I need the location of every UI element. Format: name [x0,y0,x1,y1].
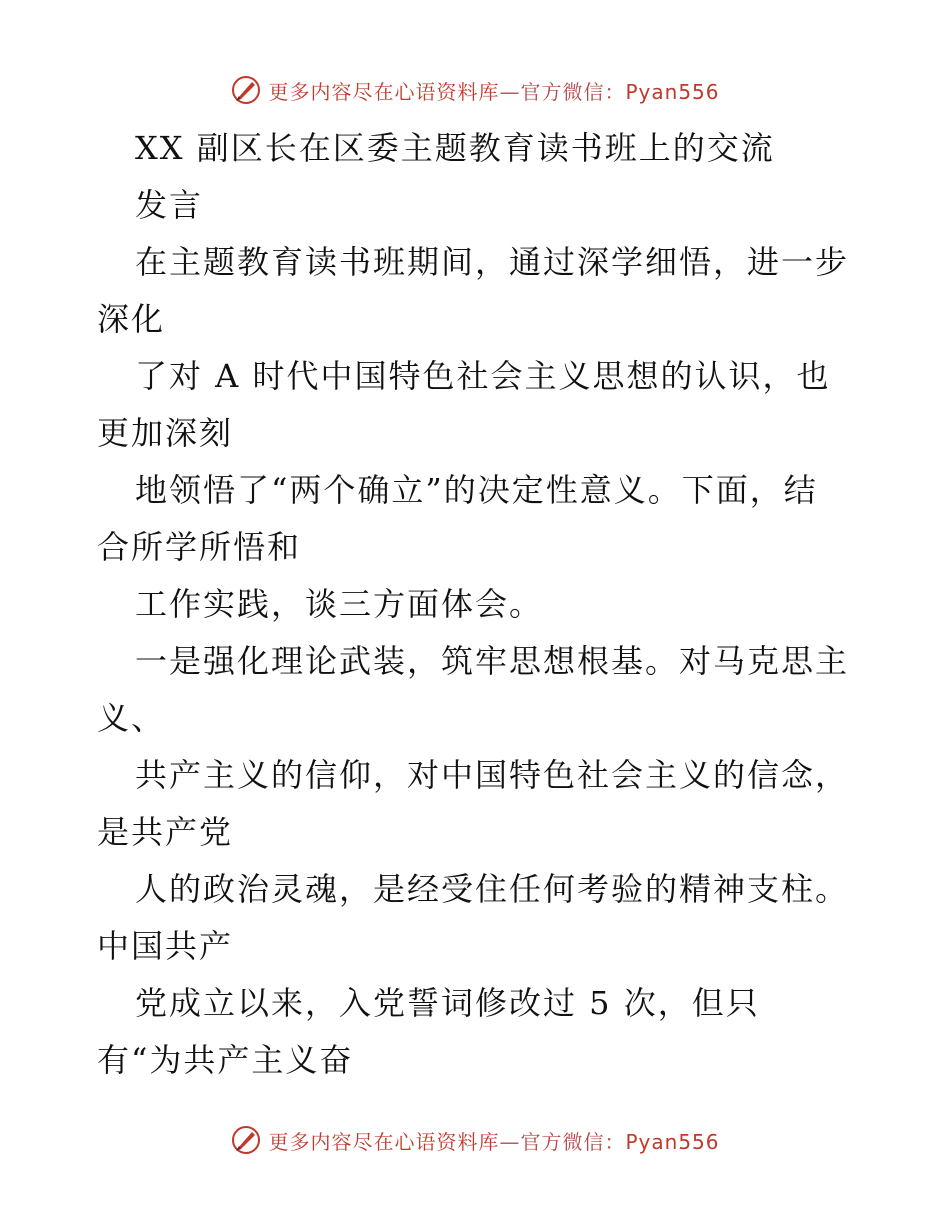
paragraph-line: 党成立以来，入党誓词修改过 5 次，但只 [135,984,760,1022]
watermark-text: 更多内容尽在心语资料库—官方微信：Pyan556 [268,1129,720,1154]
paragraph-line: 合所学所悟和 [97,528,302,566]
header-watermark [0,70,950,110]
paragraph-line: 地领悟了“两个确立”的决定性意义。下面，结 [135,471,818,509]
paragraph-line: 更加深刻 [97,414,234,452]
quill-pen-logo-icon [230,74,262,106]
paragraph-line: 工作实践，谈三方面体会。 [135,585,544,623]
paragraph-line: 中国共产 [97,927,234,965]
paragraph-line: 是共产党 [97,813,234,851]
paragraph-line: 深化 [97,300,166,338]
paragraph-line: 了对 A 时代中国特色社会主义思想的认识，也 [135,357,831,395]
paragraph-line: 有“为共产主义奋 [97,1041,354,1079]
paragraph-line: 一是强化理论武装，筑牢思想根基。对马克思主 [135,642,850,680]
footer-watermark [0,1120,950,1160]
paragraph-line: 共产主义的信仰，对中国特色社会主义的信念， [135,756,850,794]
paragraph-line: 在主题教育读书班期间，通过深学细悟，进一步 [135,243,850,281]
watermark-text: 更多内容尽在心语资料库—官方微信：Pyan556 [268,79,720,104]
paragraph-line: 人的政治灵魂，是经受住任何考验的精神支柱。 [135,870,850,908]
document-title-line-1: XX 副区长在区委主题教育读书班上的交流 [135,129,775,167]
paragraph-line: 义、 [97,699,166,737]
quill-pen-logo-icon [230,1124,262,1156]
document-title-line-2: 发言 [135,186,204,224]
document-body [97,120,857,1089]
